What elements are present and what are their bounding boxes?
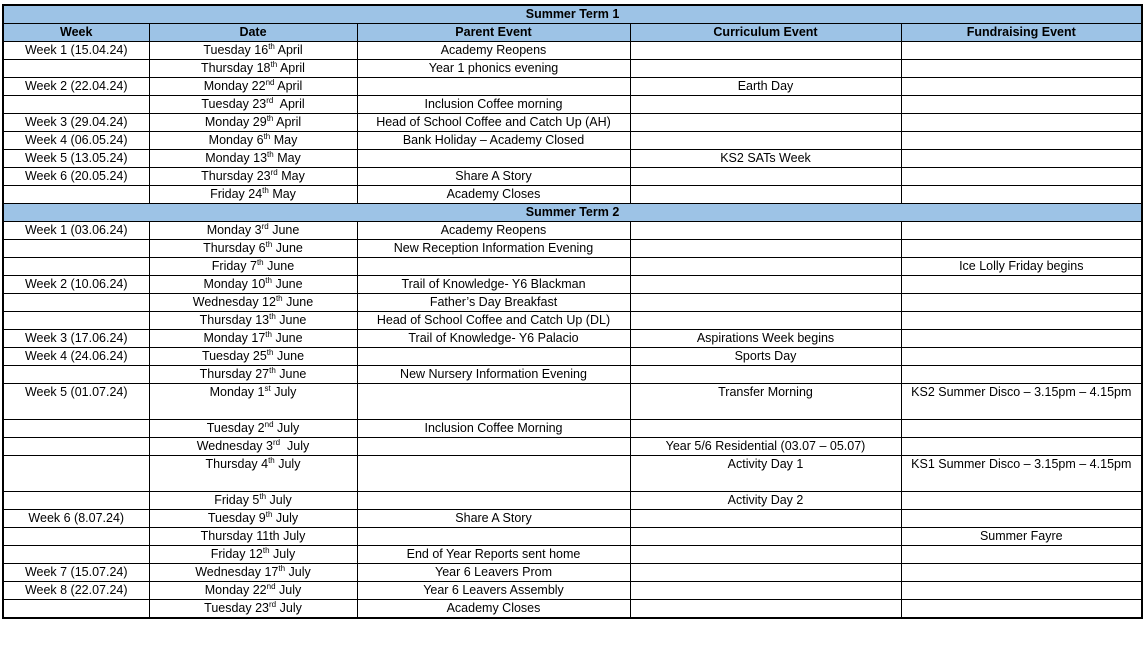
parent-event-cell: Inclusion Coffee Morning	[357, 420, 630, 438]
curriculum-event-cell: Earth Day	[630, 78, 901, 96]
table-row	[3, 492, 1142, 510]
date-ordinal-suffix: th	[269, 312, 276, 321]
date-text: Thursday 13	[199, 313, 270, 327]
fundraising-event-cell	[901, 240, 1142, 258]
parent-event-cell: Share A Story	[357, 510, 630, 528]
curriculum-event-cell	[630, 420, 901, 438]
fundraising-event-cell	[901, 546, 1142, 564]
parent-event-cell	[357, 492, 630, 510]
table-row	[3, 456, 1142, 492]
table-row	[3, 96, 1142, 114]
header-date: Date	[149, 24, 357, 42]
header-fundraising-event: Fundraising Event	[901, 24, 1142, 42]
table-row	[3, 240, 1142, 258]
date-ordinal-suffix: th	[270, 60, 278, 69]
table-row	[3, 312, 1142, 330]
week-cell: Week 7 (15.07.24)	[3, 564, 149, 582]
date-cell	[149, 438, 357, 456]
curriculum-event-cell: Aspirations Week begins	[630, 330, 901, 348]
table-row	[3, 132, 1142, 150]
parent-event-cell: Head of School Coffee and Catch Up (DL)	[357, 312, 630, 330]
date-ordinal-suffix: th	[265, 276, 272, 285]
date-cell	[149, 582, 357, 600]
parent-event-cell: Academy Reopens	[357, 222, 630, 240]
fundraising-event-cell	[901, 78, 1142, 96]
date-cell	[149, 312, 357, 330]
table-row	[3, 186, 1142, 204]
date-month: June	[282, 295, 314, 309]
date-cell	[149, 168, 357, 186]
date-month: June	[271, 277, 303, 291]
date-text: Tuesday 9	[207, 511, 266, 525]
header-curriculum-event: Curriculum Event	[630, 24, 901, 42]
date-month: July	[266, 493, 292, 507]
week-cell	[3, 186, 149, 204]
curriculum-event-cell	[630, 366, 901, 384]
date-text: Tuesday 23	[201, 97, 267, 111]
date-ordinal-suffix: th	[269, 366, 276, 375]
date-text: Monday 1	[209, 385, 265, 399]
term-2-title: Summer Term 2	[3, 204, 1142, 222]
date-text: Tuesday 25	[201, 349, 267, 363]
date-cell	[149, 420, 357, 438]
fundraising-event-cell	[901, 330, 1142, 348]
date-ordinal-suffix: nd	[265, 78, 275, 87]
parent-event-cell: New Reception Information Evening	[357, 240, 630, 258]
table-row	[3, 276, 1142, 294]
date-ordinal-suffix: th	[266, 348, 274, 357]
date-month: April	[274, 79, 303, 93]
date-ordinal-suffix: th	[275, 294, 283, 303]
date-month: July	[273, 421, 300, 435]
fundraising-event-cell	[901, 312, 1142, 330]
date-month: May	[270, 133, 298, 147]
date-month: May	[268, 187, 296, 201]
parent-event-cell: Bank Holiday – Academy Closed	[357, 132, 630, 150]
date-ordinal-suffix: th	[265, 330, 272, 339]
curriculum-event-cell	[630, 546, 901, 564]
table-row	[3, 78, 1142, 96]
week-cell	[3, 456, 149, 492]
date-text: Thursday 6	[203, 241, 266, 255]
date-text: Friday 5	[214, 493, 260, 507]
date-ordinal-suffix: th	[262, 186, 269, 195]
date-ordinal-suffix: th	[263, 132, 271, 141]
parent-event-cell: Share A Story	[357, 168, 630, 186]
curriculum-event-cell	[630, 510, 901, 528]
fundraising-event-cell	[901, 132, 1142, 150]
week-cell: Week 2 (10.06.24)	[3, 276, 149, 294]
curriculum-event-cell	[630, 294, 901, 312]
date-month: April	[277, 61, 305, 75]
curriculum-event-cell	[630, 582, 901, 600]
table-row	[3, 510, 1142, 528]
date-ordinal-suffix: nd	[264, 420, 274, 429]
header-parent-event: Parent Event	[357, 24, 630, 42]
week-cell: Week 3 (17.06.24)	[3, 330, 149, 348]
date-month: April	[274, 43, 303, 57]
table-row	[3, 366, 1142, 384]
date-cell	[149, 42, 357, 60]
date-cell	[149, 348, 357, 366]
date-text: Thursday 11th July	[200, 529, 306, 543]
parent-event-cell: Trail of Knowledge- Y6 Palacio	[357, 330, 630, 348]
fundraising-event-cell	[901, 222, 1142, 240]
date-ordinal-suffix: rd	[261, 222, 269, 231]
date-ordinal-suffix: rd	[272, 438, 281, 447]
curriculum-event-cell	[630, 276, 901, 294]
week-cell	[3, 258, 149, 276]
date-text: Wednesday 12	[192, 295, 276, 309]
fundraising-event-cell	[901, 168, 1142, 186]
date-ordinal-suffix: th	[259, 492, 267, 501]
date-cell	[149, 546, 357, 564]
date-text: Friday 24	[210, 187, 263, 201]
date-ordinal-suffix: th	[265, 510, 273, 519]
date-ordinal-suffix: th	[266, 114, 274, 123]
curriculum-event-cell: KS2 SATs Week	[630, 150, 901, 168]
date-cell	[149, 132, 357, 150]
parent-event-cell: Academy Reopens	[357, 42, 630, 60]
date-cell	[149, 564, 357, 582]
fundraising-event-cell	[901, 366, 1142, 384]
fundraising-event-cell	[901, 420, 1142, 438]
parent-event-cell	[357, 78, 630, 96]
table-row	[3, 582, 1142, 600]
date-text: Wednesday 17	[195, 565, 279, 579]
week-cell	[3, 96, 149, 114]
week-cell	[3, 366, 149, 384]
table-row	[3, 258, 1142, 276]
date-month: July	[274, 457, 301, 471]
table-row	[3, 42, 1142, 60]
date-ordinal-suffix: nd	[266, 582, 276, 591]
date-month: June	[275, 367, 307, 381]
table-row	[3, 438, 1142, 456]
date-cell	[149, 96, 357, 114]
table-row	[3, 60, 1142, 78]
date-month: June	[271, 331, 303, 345]
fundraising-event-cell	[901, 114, 1142, 132]
date-month: June	[272, 241, 303, 255]
date-text: Tuesday 16	[203, 43, 269, 57]
week-cell: Week 1 (03.06.24)	[3, 222, 149, 240]
date-cell	[149, 600, 357, 619]
summer-term-calendar-table	[2, 4, 1143, 619]
parent-event-cell: Year 1 phonics evening	[357, 60, 630, 78]
fundraising-event-cell	[901, 294, 1142, 312]
date-month: May	[273, 151, 301, 165]
date-cell	[149, 510, 357, 528]
table-row	[3, 600, 1142, 619]
fundraising-event-cell: KS2 Summer Disco – 3.15pm – 4.15pm	[901, 384, 1142, 420]
date-cell	[149, 330, 357, 348]
date-cell	[149, 114, 357, 132]
date-month: June	[268, 223, 300, 237]
fundraising-event-cell	[901, 600, 1142, 619]
date-cell	[149, 60, 357, 78]
week-cell	[3, 600, 149, 619]
date-month: June	[275, 313, 307, 327]
date-ordinal-suffix: th	[268, 456, 275, 465]
date-text: Monday 13	[205, 151, 268, 165]
curriculum-event-cell	[630, 312, 901, 330]
week-cell	[3, 294, 149, 312]
parent-event-cell: End of Year Reports sent home	[357, 546, 630, 564]
week-cell: Week 6 (8.07.24)	[3, 510, 149, 528]
table-row	[3, 114, 1142, 132]
column-header-row	[3, 24, 1142, 42]
fundraising-event-cell	[901, 276, 1142, 294]
curriculum-event-cell	[630, 600, 901, 619]
table-row	[3, 294, 1142, 312]
date-cell	[149, 384, 357, 420]
date-text: Monday 3	[206, 223, 262, 237]
table-row	[3, 222, 1142, 240]
term-1-title-row	[3, 5, 1142, 24]
date-month: July	[275, 583, 302, 597]
date-text: Monday 6	[208, 133, 264, 147]
fundraising-event-cell: KS1 Summer Disco – 3.15pm – 4.15pm	[901, 456, 1142, 492]
date-text: Monday 22	[204, 583, 267, 597]
parent-event-cell: Father’s Day Breakfast	[357, 294, 630, 312]
date-text: Wednesday 3	[196, 439, 273, 453]
curriculum-event-cell	[630, 96, 901, 114]
parent-event-cell	[357, 384, 630, 420]
week-cell	[3, 438, 149, 456]
date-ordinal-suffix: th	[268, 42, 275, 51]
week-cell	[3, 240, 149, 258]
curriculum-event-cell	[630, 258, 901, 276]
curriculum-event-cell: Year 5/6 Residential (03.07 – 05.07)	[630, 438, 901, 456]
week-cell	[3, 420, 149, 438]
parent-event-cell: Year 6 Leavers Assembly	[357, 582, 630, 600]
table-row	[3, 384, 1142, 420]
fundraising-event-cell	[901, 582, 1142, 600]
table-row	[3, 150, 1142, 168]
parent-event-cell	[357, 528, 630, 546]
term-2-title-row	[3, 204, 1142, 222]
curriculum-event-cell: Activity Day 1	[630, 456, 901, 492]
date-cell	[149, 222, 357, 240]
date-cell	[149, 294, 357, 312]
curriculum-event-cell	[630, 60, 901, 78]
table-row	[3, 348, 1142, 366]
date-month: July	[272, 511, 299, 525]
parent-event-cell: Trail of Knowledge- Y6 Blackman	[357, 276, 630, 294]
date-cell	[149, 366, 357, 384]
week-cell: Week 6 (20.05.24)	[3, 168, 149, 186]
term-1-title: Summer Term 1	[3, 5, 1142, 24]
header-week: Week	[3, 24, 149, 42]
fundraising-event-cell	[901, 60, 1142, 78]
fundraising-event-cell	[901, 96, 1142, 114]
fundraising-event-cell	[901, 150, 1142, 168]
fundraising-event-cell	[901, 186, 1142, 204]
date-cell	[149, 240, 357, 258]
fundraising-event-cell	[901, 492, 1142, 510]
date-ordinal-suffix: th	[267, 150, 274, 159]
parent-event-cell: Academy Closes	[357, 186, 630, 204]
date-cell	[149, 456, 357, 492]
date-text: Monday 10	[203, 277, 266, 291]
week-cell: Week 4 (24.06.24)	[3, 348, 149, 366]
week-cell: Week 1 (15.04.24)	[3, 42, 149, 60]
date-cell	[149, 528, 357, 546]
week-cell	[3, 546, 149, 564]
parent-event-cell	[357, 438, 630, 456]
date-month: May	[277, 169, 305, 183]
date-month: June	[263, 259, 295, 273]
curriculum-event-cell	[630, 114, 901, 132]
date-ordinal-suffix: rd	[270, 168, 278, 177]
date-text: Thursday 23	[201, 169, 271, 183]
curriculum-event-cell	[630, 186, 901, 204]
date-month: July	[276, 601, 302, 615]
date-ordinal-suffix: st	[264, 384, 271, 393]
curriculum-event-cell: Transfer Morning	[630, 384, 901, 420]
fundraising-event-cell	[901, 348, 1142, 366]
week-cell	[3, 528, 149, 546]
date-text: Friday 7	[211, 259, 257, 273]
date-month: July	[285, 565, 311, 579]
table-row	[3, 528, 1142, 546]
week-cell: Week 5 (01.07.24)	[3, 384, 149, 420]
date-cell	[149, 78, 357, 96]
date-cell	[149, 258, 357, 276]
curriculum-event-cell	[630, 528, 901, 546]
parent-event-cell: New Nursery Information Evening	[357, 366, 630, 384]
parent-event-cell	[357, 150, 630, 168]
curriculum-event-cell	[630, 42, 901, 60]
table-row	[3, 420, 1142, 438]
week-cell: Week 5 (13.05.24)	[3, 150, 149, 168]
week-cell: Week 3 (29.04.24)	[3, 114, 149, 132]
date-ordinal-suffix: th	[256, 258, 264, 267]
date-text: Thursday 18	[201, 61, 271, 75]
table-row	[3, 168, 1142, 186]
curriculum-event-cell	[630, 168, 901, 186]
week-cell: Week 4 (06.05.24)	[3, 132, 149, 150]
date-cell	[149, 276, 357, 294]
week-cell	[3, 60, 149, 78]
date-month: July	[280, 439, 310, 453]
curriculum-event-cell	[630, 132, 901, 150]
date-month: April	[273, 97, 305, 111]
table-row	[3, 564, 1142, 582]
date-month: July	[269, 547, 296, 561]
curriculum-event-cell: Activity Day 2	[630, 492, 901, 510]
date-text: Thursday 4	[205, 457, 269, 471]
date-cell	[149, 150, 357, 168]
date-text: Monday 22	[203, 79, 266, 93]
parent-event-cell: Academy Closes	[357, 600, 630, 619]
table-row	[3, 330, 1142, 348]
week-cell	[3, 492, 149, 510]
fundraising-event-cell	[901, 564, 1142, 582]
parent-event-cell	[357, 456, 630, 492]
date-text: Tuesday 2	[206, 421, 265, 435]
date-ordinal-suffix: th	[265, 240, 273, 249]
fundraising-event-cell	[901, 438, 1142, 456]
date-cell	[149, 492, 357, 510]
date-text: Tuesday 23	[204, 601, 270, 615]
parent-event-cell: Inclusion Coffee morning	[357, 96, 630, 114]
parent-event-cell: Head of School Coffee and Catch Up (AH)	[357, 114, 630, 132]
fundraising-event-cell	[901, 510, 1142, 528]
curriculum-event-cell	[630, 564, 901, 582]
date-ordinal-suffix: rd	[266, 96, 274, 105]
parent-event-cell	[357, 258, 630, 276]
table-row	[3, 546, 1142, 564]
week-cell: Week 8 (22.07.24)	[3, 582, 149, 600]
parent-event-cell: Year 6 Leavers Prom	[357, 564, 630, 582]
date-month: July	[270, 385, 297, 399]
curriculum-event-cell	[630, 222, 901, 240]
curriculum-event-cell: Sports Day	[630, 348, 901, 366]
fundraising-event-cell: Ice Lolly Friday begins	[901, 258, 1142, 276]
curriculum-event-cell	[630, 240, 901, 258]
date-ordinal-suffix: rd	[269, 600, 277, 609]
date-month: April	[273, 115, 302, 129]
date-text: Monday 17	[203, 331, 266, 345]
fundraising-event-cell: Summer Fayre	[901, 528, 1142, 546]
date-text: Monday 29	[204, 115, 267, 129]
week-cell: Week 2 (22.04.24)	[3, 78, 149, 96]
date-ordinal-suffix: th	[262, 546, 270, 555]
week-cell	[3, 312, 149, 330]
date-month: June	[273, 349, 305, 363]
date-text: Friday 12	[210, 547, 263, 561]
date-cell	[149, 186, 357, 204]
parent-event-cell	[357, 348, 630, 366]
fundraising-event-cell	[901, 42, 1142, 60]
date-ordinal-suffix: th	[278, 564, 286, 573]
date-text: Thursday 27	[199, 367, 270, 381]
